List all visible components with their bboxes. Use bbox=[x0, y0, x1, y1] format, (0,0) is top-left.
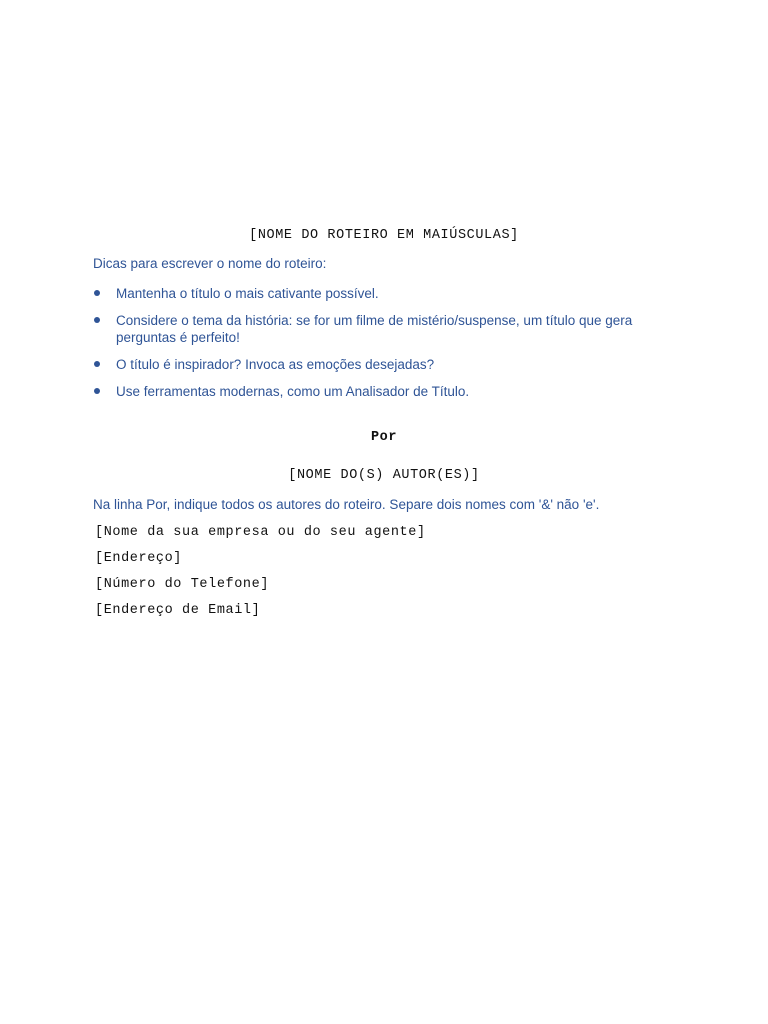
contact-phone: [Número do Telefone] bbox=[95, 577, 270, 592]
tips-list bbox=[93, 285, 683, 410]
bullet-icon bbox=[94, 388, 100, 394]
list-item bbox=[93, 356, 683, 373]
screenplay-title: [NOME DO ROTEIRO EM MAIÚSCULAS] bbox=[249, 228, 519, 243]
bullet-icon bbox=[94, 290, 100, 296]
contact-company: [Nome da sua empresa ou do seu agente] bbox=[95, 525, 426, 540]
tip-text: Mantenha o título o mais cativante possível. bbox=[116, 286, 379, 301]
bullet-icon bbox=[94, 317, 100, 323]
by-label: Por bbox=[370, 430, 398, 445]
list-item bbox=[93, 285, 683, 302]
contact-email: [Endereço de Email] bbox=[95, 603, 261, 618]
authors-line: [NOME DO(S) AUTOR(ES)] bbox=[288, 468, 480, 483]
contact-address: [Endereço] bbox=[95, 551, 183, 566]
by-line-hint: Na linha Por, indique todos os autores do roteiro. Separe dois nomes com '&' não 'e'. bbox=[93, 497, 600, 512]
list-item bbox=[93, 383, 683, 400]
tip-text: Considere o tema da história: se for um filme de mistério/suspense, um título que gera perguntas é perfeito! bbox=[116, 313, 633, 345]
tips-heading: Dicas para escrever o nome do roteiro: bbox=[93, 256, 327, 271]
list-item bbox=[93, 312, 683, 346]
tip-text: O título é inspirador? Invoca as emoções desejadas? bbox=[116, 357, 435, 372]
bullet-icon bbox=[94, 361, 100, 367]
tip-text: Use ferramentas modernas, como um Analisador de Título. bbox=[116, 384, 470, 399]
